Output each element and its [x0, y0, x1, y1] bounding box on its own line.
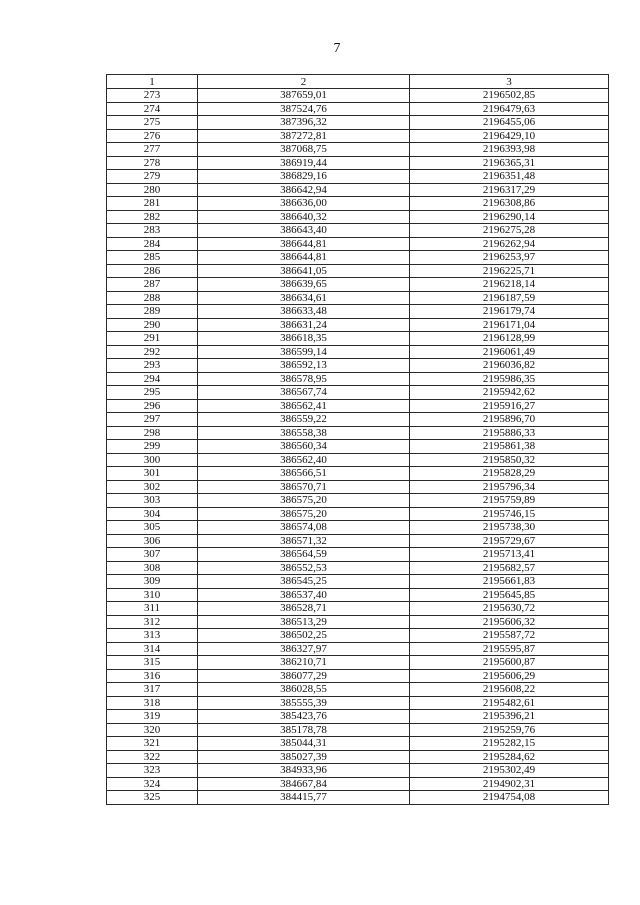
point-number-cell: 304 [107, 507, 198, 521]
table-row [107, 372, 609, 386]
table-row [107, 156, 609, 170]
y-coordinate-cell: 2196253,97 [410, 251, 609, 265]
y-coordinate-cell: 2196429,10 [410, 129, 609, 143]
x-coordinate-cell: 386639,65 [198, 278, 410, 292]
table-row [107, 791, 609, 805]
x-coordinate-cell: 386537,40 [198, 588, 410, 602]
point-number-cell: 309 [107, 575, 198, 589]
x-coordinate-cell: 386640,32 [198, 210, 410, 224]
table-row [107, 251, 609, 265]
y-coordinate-cell: 2195916,27 [410, 399, 609, 413]
column-header-3: 3 [410, 75, 609, 89]
x-coordinate-cell: 385423,76 [198, 710, 410, 724]
y-coordinate-cell: 2196036,82 [410, 359, 609, 373]
table-row [107, 440, 609, 454]
x-coordinate-cell: 386513,29 [198, 615, 410, 629]
table-row [107, 561, 609, 575]
table-row [107, 480, 609, 494]
point-number-cell: 321 [107, 737, 198, 751]
y-coordinate-cell: 2195986,35 [410, 372, 609, 386]
table-row [107, 183, 609, 197]
point-number-cell: 325 [107, 791, 198, 805]
y-coordinate-cell: 2195282,15 [410, 737, 609, 751]
y-coordinate-cell: 2196218,14 [410, 278, 609, 292]
table-row [107, 615, 609, 629]
table-row [107, 89, 609, 103]
x-coordinate-cell: 386558,38 [198, 426, 410, 440]
x-coordinate-cell: 386644,81 [198, 237, 410, 251]
table-row [107, 710, 609, 724]
table-row [107, 116, 609, 130]
y-coordinate-cell: 2196393,98 [410, 143, 609, 157]
x-coordinate-cell: 384667,84 [198, 777, 410, 791]
table-row [107, 656, 609, 670]
point-number-cell: 277 [107, 143, 198, 157]
x-coordinate-cell: 386562,41 [198, 399, 410, 413]
y-coordinate-cell: 2194902,31 [410, 777, 609, 791]
y-coordinate-cell: 2196179,74 [410, 305, 609, 319]
x-coordinate-cell: 386642,94 [198, 183, 410, 197]
point-number-cell: 313 [107, 629, 198, 643]
x-coordinate-cell: 386829,16 [198, 170, 410, 184]
point-number-cell: 283 [107, 224, 198, 238]
table-row [107, 453, 609, 467]
table-row [107, 237, 609, 251]
point-number-cell: 278 [107, 156, 198, 170]
x-coordinate-cell: 385027,39 [198, 750, 410, 764]
point-number-cell: 293 [107, 359, 198, 373]
x-coordinate-cell: 386571,32 [198, 534, 410, 548]
x-coordinate-cell: 386560,34 [198, 440, 410, 454]
x-coordinate-cell: 386599,14 [198, 345, 410, 359]
y-coordinate-cell: 2195713,41 [410, 548, 609, 562]
table-row [107, 629, 609, 643]
point-number-cell: 282 [107, 210, 198, 224]
point-number-cell: 298 [107, 426, 198, 440]
table-row [107, 210, 609, 224]
x-coordinate-cell: 387524,76 [198, 102, 410, 116]
point-number-cell: 284 [107, 237, 198, 251]
x-coordinate-cell: 387659,01 [198, 89, 410, 103]
y-coordinate-cell: 2195796,34 [410, 480, 609, 494]
x-coordinate-cell: 386570,71 [198, 480, 410, 494]
x-coordinate-cell: 386633,48 [198, 305, 410, 319]
y-coordinate-cell: 2195896,70 [410, 413, 609, 427]
x-coordinate-cell: 386618,35 [198, 332, 410, 346]
point-number-cell: 287 [107, 278, 198, 292]
point-number-cell: 300 [107, 453, 198, 467]
point-number-cell: 302 [107, 480, 198, 494]
table-row [107, 345, 609, 359]
x-coordinate-cell: 387068,75 [198, 143, 410, 157]
table-row [107, 332, 609, 346]
x-coordinate-cell: 384933,96 [198, 764, 410, 778]
y-coordinate-cell: 2195682,57 [410, 561, 609, 575]
table-row [107, 359, 609, 373]
point-number-cell: 301 [107, 467, 198, 481]
y-coordinate-cell: 2195606,32 [410, 615, 609, 629]
point-number-cell: 303 [107, 494, 198, 508]
y-coordinate-cell: 2195608,22 [410, 683, 609, 697]
point-number-cell: 294 [107, 372, 198, 386]
x-coordinate-cell: 387396,32 [198, 116, 410, 130]
table-row [107, 683, 609, 697]
y-coordinate-cell: 2196479,63 [410, 102, 609, 116]
column-header-2: 2 [198, 75, 410, 89]
x-coordinate-cell: 386564,59 [198, 548, 410, 562]
y-coordinate-cell: 2195630,72 [410, 602, 609, 616]
x-coordinate-cell: 386210,71 [198, 656, 410, 670]
y-coordinate-cell: 2195759,89 [410, 494, 609, 508]
table-row [107, 264, 609, 278]
y-coordinate-cell: 2196061,49 [410, 345, 609, 359]
y-coordinate-cell: 2196171,04 [410, 318, 609, 332]
y-coordinate-cell: 2195886,33 [410, 426, 609, 440]
y-coordinate-cell: 2196308,86 [410, 197, 609, 211]
y-coordinate-cell: 2196262,94 [410, 237, 609, 251]
point-number-cell: 280 [107, 183, 198, 197]
x-coordinate-cell: 386559,22 [198, 413, 410, 427]
point-number-cell: 291 [107, 332, 198, 346]
point-number-cell: 315 [107, 656, 198, 670]
point-number-cell: 295 [107, 386, 198, 400]
table-row [107, 278, 609, 292]
point-number-cell: 297 [107, 413, 198, 427]
x-coordinate-cell: 385178,78 [198, 723, 410, 737]
x-coordinate-cell: 386575,20 [198, 494, 410, 508]
x-coordinate-cell: 384415,77 [198, 791, 410, 805]
point-number-cell: 323 [107, 764, 198, 778]
point-number-cell: 306 [107, 534, 198, 548]
point-number-cell: 319 [107, 710, 198, 724]
table-row [107, 602, 609, 616]
point-number-cell: 307 [107, 548, 198, 562]
y-coordinate-cell: 2195645,85 [410, 588, 609, 602]
point-number-cell: 324 [107, 777, 198, 791]
table-row [107, 197, 609, 211]
y-coordinate-cell: 2195302,49 [410, 764, 609, 778]
table-row [107, 777, 609, 791]
y-coordinate-cell: 2195861,38 [410, 440, 609, 454]
x-coordinate-cell: 386502,25 [198, 629, 410, 643]
y-coordinate-cell: 2195738,30 [410, 521, 609, 535]
x-coordinate-cell: 386574,08 [198, 521, 410, 535]
x-coordinate-cell: 386643,40 [198, 224, 410, 238]
table-row [107, 548, 609, 562]
x-coordinate-cell: 386578,95 [198, 372, 410, 386]
table-row [107, 386, 609, 400]
x-coordinate-cell: 386545,25 [198, 575, 410, 589]
x-coordinate-cell: 386552,53 [198, 561, 410, 575]
page-number: 7 [333, 41, 341, 56]
point-number-cell: 275 [107, 116, 198, 130]
table-row [107, 305, 609, 319]
x-coordinate-cell: 386028,55 [198, 683, 410, 697]
x-coordinate-cell: 387272,81 [198, 129, 410, 143]
point-number-cell: 322 [107, 750, 198, 764]
point-number-cell: 276 [107, 129, 198, 143]
table-row [107, 102, 609, 116]
table-row [107, 507, 609, 521]
table-row [107, 291, 609, 305]
table-row [107, 737, 609, 751]
column-header-1: 1 [107, 75, 198, 89]
y-coordinate-cell: 2196351,48 [410, 170, 609, 184]
y-coordinate-cell: 2196187,59 [410, 291, 609, 305]
point-number-cell: 274 [107, 102, 198, 116]
point-number-cell: 312 [107, 615, 198, 629]
coordinates-table [106, 74, 609, 805]
point-number-cell: 279 [107, 170, 198, 184]
x-coordinate-cell: 386631,24 [198, 318, 410, 332]
y-coordinate-cell: 2195828,29 [410, 467, 609, 481]
x-coordinate-cell: 386566,51 [198, 467, 410, 481]
y-coordinate-cell: 2196128,99 [410, 332, 609, 346]
point-number-cell: 308 [107, 561, 198, 575]
y-coordinate-cell: 2196502,85 [410, 89, 609, 103]
x-coordinate-cell: 385555,39 [198, 696, 410, 710]
y-coordinate-cell: 2196225,71 [410, 264, 609, 278]
x-coordinate-cell: 386644,81 [198, 251, 410, 265]
table-row [107, 224, 609, 238]
y-coordinate-cell: 2195746,15 [410, 507, 609, 521]
y-coordinate-cell: 2196317,29 [410, 183, 609, 197]
table-row [107, 669, 609, 683]
point-number-cell: 318 [107, 696, 198, 710]
point-number-cell: 286 [107, 264, 198, 278]
point-number-cell: 316 [107, 669, 198, 683]
point-number-cell: 299 [107, 440, 198, 454]
table-row [107, 575, 609, 589]
table-row [107, 723, 609, 737]
y-coordinate-cell: 2195259,76 [410, 723, 609, 737]
table-row [107, 426, 609, 440]
y-coordinate-cell: 2195587,72 [410, 629, 609, 643]
point-number-cell: 311 [107, 602, 198, 616]
x-coordinate-cell: 386641,05 [198, 264, 410, 278]
table-row [107, 521, 609, 535]
table-row [107, 129, 609, 143]
table-header-row [107, 75, 609, 89]
table-row [107, 696, 609, 710]
x-coordinate-cell: 386562,40 [198, 453, 410, 467]
point-number-cell: 320 [107, 723, 198, 737]
point-number-cell: 314 [107, 642, 198, 656]
table-row [107, 534, 609, 548]
x-coordinate-cell: 386634,61 [198, 291, 410, 305]
x-coordinate-cell: 386077,29 [198, 669, 410, 683]
table-row [107, 750, 609, 764]
point-number-cell: 288 [107, 291, 198, 305]
y-coordinate-cell: 2195595,87 [410, 642, 609, 656]
point-number-cell: 285 [107, 251, 198, 265]
table-row [107, 642, 609, 656]
table-row [107, 143, 609, 157]
x-coordinate-cell: 386636,00 [198, 197, 410, 211]
y-coordinate-cell: 2196275,28 [410, 224, 609, 238]
table-row [107, 170, 609, 184]
y-coordinate-cell: 2195284,62 [410, 750, 609, 764]
point-number-cell: 310 [107, 588, 198, 602]
y-coordinate-cell: 2196290,14 [410, 210, 609, 224]
table-row [107, 318, 609, 332]
table-row [107, 399, 609, 413]
x-coordinate-cell: 386919,44 [198, 156, 410, 170]
table-body [107, 89, 609, 805]
y-coordinate-cell: 2195729,67 [410, 534, 609, 548]
point-number-cell: 281 [107, 197, 198, 211]
point-number-cell: 289 [107, 305, 198, 319]
point-number-cell: 290 [107, 318, 198, 332]
point-number-cell: 296 [107, 399, 198, 413]
y-coordinate-cell: 2195600,87 [410, 656, 609, 670]
table-row [107, 764, 609, 778]
x-coordinate-cell: 386567,74 [198, 386, 410, 400]
x-coordinate-cell: 386528,71 [198, 602, 410, 616]
point-number-cell: 305 [107, 521, 198, 535]
y-coordinate-cell: 2196365,31 [410, 156, 609, 170]
y-coordinate-cell: 2195942,62 [410, 386, 609, 400]
point-number-cell: 273 [107, 89, 198, 103]
point-number-cell: 292 [107, 345, 198, 359]
y-coordinate-cell: 2196455,06 [410, 116, 609, 130]
y-coordinate-cell: 2195396,21 [410, 710, 609, 724]
y-coordinate-cell: 2195482,61 [410, 696, 609, 710]
table-row [107, 413, 609, 427]
x-coordinate-cell: 385044,31 [198, 737, 410, 751]
table-row [107, 588, 609, 602]
y-coordinate-cell: 2194754,08 [410, 791, 609, 805]
x-coordinate-cell: 386592,13 [198, 359, 410, 373]
table-row [107, 467, 609, 481]
y-coordinate-cell: 2195606,29 [410, 669, 609, 683]
y-coordinate-cell: 2195661,83 [410, 575, 609, 589]
y-coordinate-cell: 2195850,32 [410, 453, 609, 467]
x-coordinate-cell: 386327,97 [198, 642, 410, 656]
point-number-cell: 317 [107, 683, 198, 697]
x-coordinate-cell: 386575,20 [198, 507, 410, 521]
table-row [107, 494, 609, 508]
